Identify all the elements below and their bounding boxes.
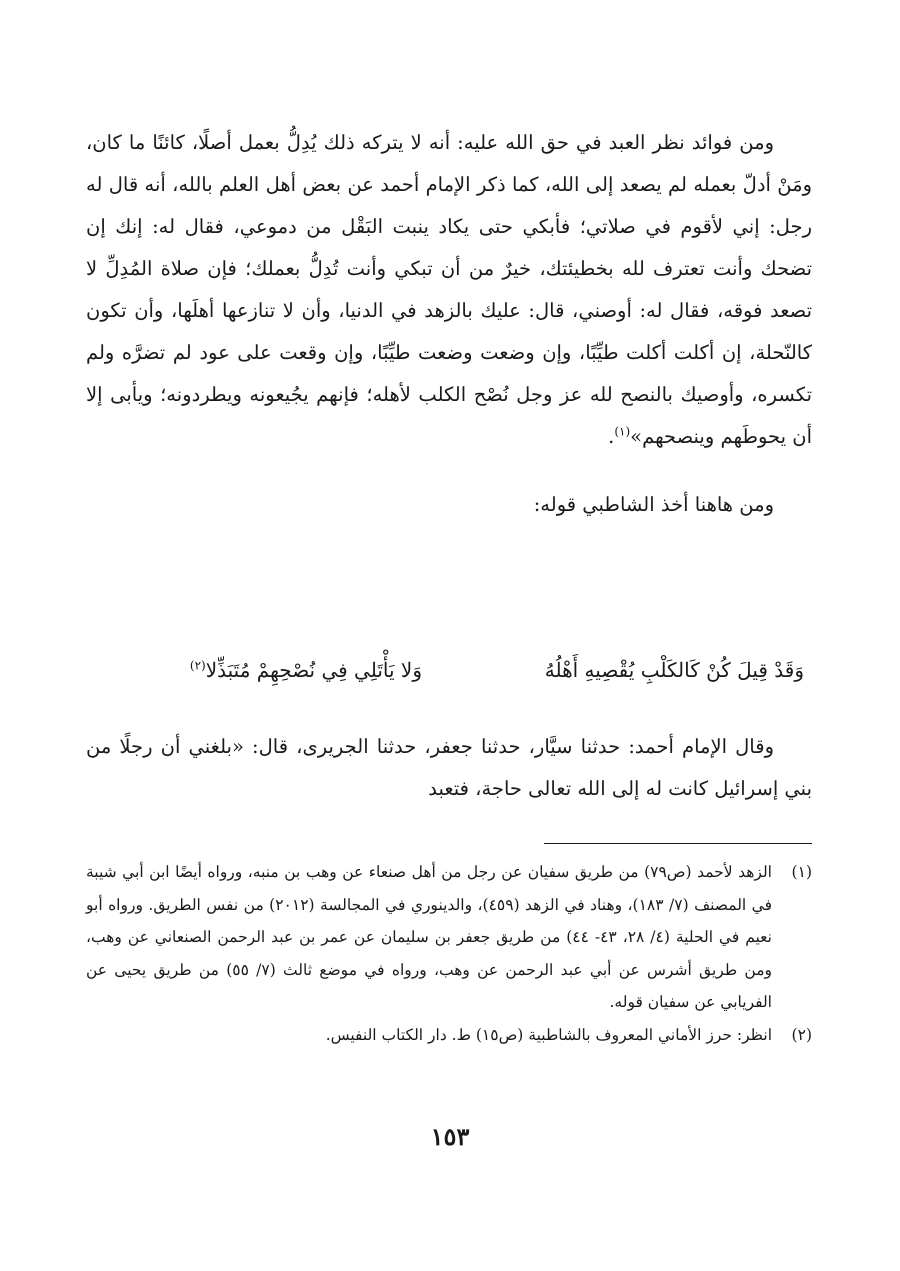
- verse-intro: ومن هاهنا أخذ الشاطبي قوله:: [533, 493, 774, 516]
- footnote-1: [86, 856, 812, 1019]
- page-number: ١٥٣: [430, 1122, 470, 1151]
- footnotes: [86, 856, 812, 1051]
- poetry-verse: [86, 650, 812, 694]
- paragraph-1: [86, 122, 812, 458]
- footnote-ref-2[interactable]: (٢): [189, 658, 206, 673]
- footnote-text: انظر: حرز الأماني المعروف بالشاطبية (ص١٥) ط. دار الكتاب النفيس.: [325, 1025, 772, 1044]
- paragraph-1-end: .: [608, 425, 615, 448]
- paragraph-1-text: ومن فوائد نظر العبد في حق الله عليه: أنه لا يتركه ذلك يُدِلُّ بعمل أصلًا، كائنًا ما كان، ومَنْ أدلّ بعمله لم يصعد إلى الله، كما ذكر الإمام أحمد عن بعض أهل العلم بالله، أنه قال له رجل: إني لأقوم في صلاتي؛ فأبكي حتى يكاد ينبت البَقْل من دموعي، فقال له: إنك إن تضحك وأنت تعترف لله بخطيئتك، خيرٌ من أن تبكي وأنت تُدِلُّ بعملك؛ فإن صلاة المُدِلِّ لا تصعد فوقه، فقال له: أوصني، قال: عليك بالزهد في الدنيا، وأن لا تنازعها أهلَها، وأن تكون كالنّحلة، إن أكلت أكلت طيِّبًا، وإن وضعت وضعت طيِّبًا، وإن وقعت على عود لم تضرَّه ولم تكسره، وأوصيك بالنصح لله عز وجل نُصْح الكلب لأهله؛ فإنهم يجُيعونه ويطردونه؛ ويأبى إلا أن يحوطَهم وينصحهم»: [86, 131, 812, 448]
- verse-first-hemistich: وَقَدْ قِيلَ كُنْ كَالكَلْبِ يُقْصِيهِ أَهْلُهُ: [544, 658, 804, 682]
- footnote-ref-1[interactable]: (١): [614, 424, 631, 439]
- footnote-text: الزهد لأحمد (ص٧٩) من طريق سفيان عن رجل من أهل صنعاء عن وهب بن منبه، ورواه أيضًا ابن أبي شيبة في المصنف (٧/ ١٨٣)، وهناد في الزهد (٤٥٩)، والدينوري في المجالسة (٢٠١٢) من نفس الطريق. ورواه أبو نعيم في الحلية (٤/ ٢٨، ٤٣- ٤٤) من طريق جعفر بن سليمان عن عمر بن عبد الرحمن الصنعاني عن وهب، ومن طريق أشرس عن أبي عبد الرحمن عن وهب، ورواه في موضع ثالث (٧/ ٥٥) من طريق يحيى عن الفريابي عن سفيان قوله.: [86, 863, 772, 1011]
- verse-second-hemistich: [190, 650, 422, 690]
- footnote-2: [86, 1019, 812, 1052]
- main-text-block: [86, 122, 812, 526]
- footnote-number: (٢): [791, 1025, 812, 1044]
- main-text-block-2: [86, 726, 812, 810]
- paragraph-2: وقال الإمام أحمد: حدثنا سيَّار، حدثنا جعفر، حدثنا الجريرى، قال: «بلغني أن رجلًا من بني إسرائيل كانت له إلى الله تعالى حاجة، فتعبد: [86, 735, 812, 800]
- footnote-divider: [544, 843, 812, 844]
- footnote-number: (١): [791, 863, 812, 881]
- verse-second-text: وَلا يَأْتَلِي فِي نُصْحِهِمْ مُتَبَذِّلا: [205, 658, 422, 682]
